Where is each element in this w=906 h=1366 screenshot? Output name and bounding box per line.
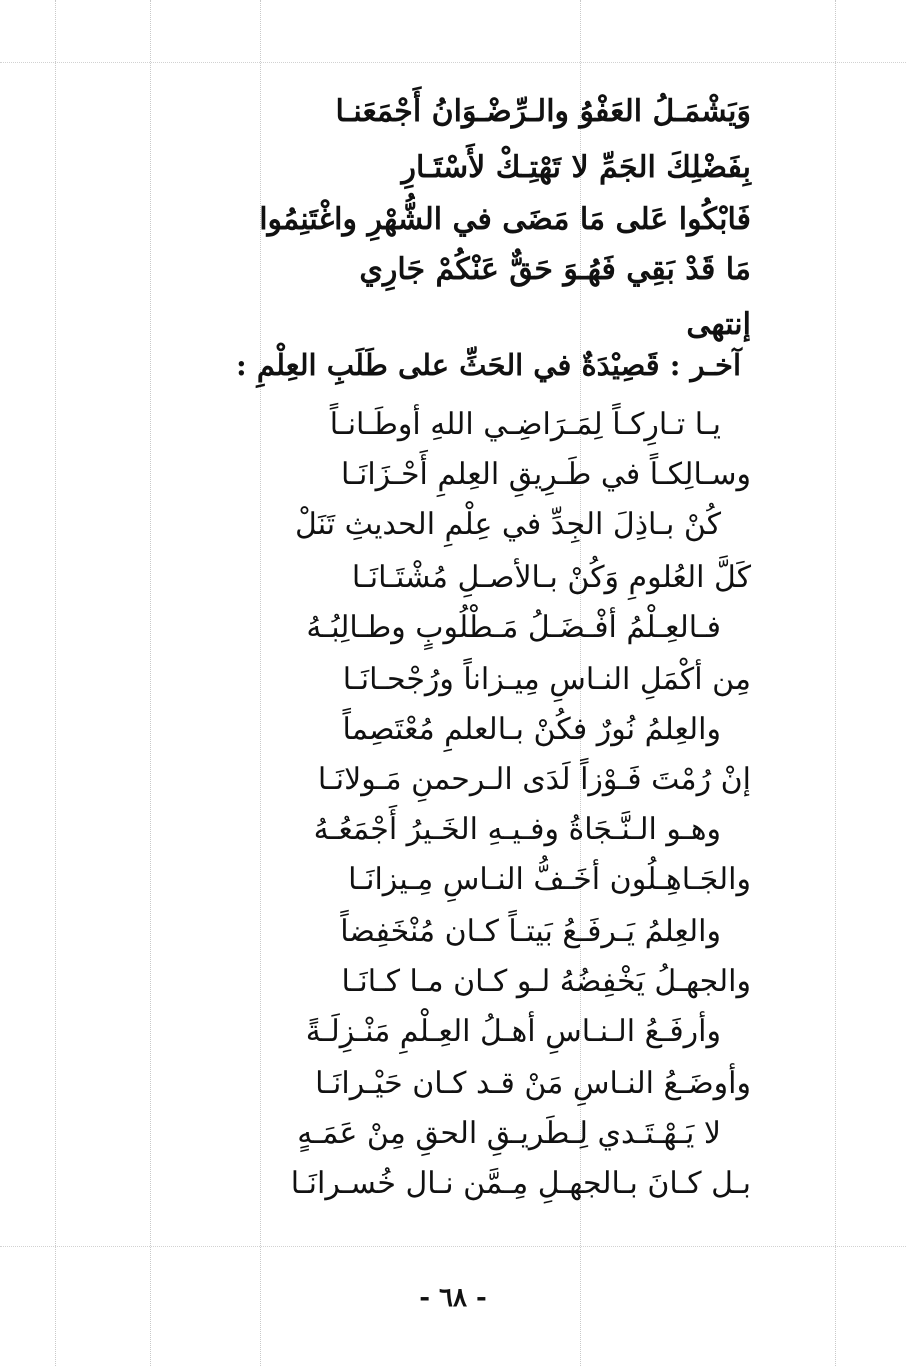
verse-line: يـا تـارِكـاً لِمَـرَاضِـي اللهِ أوطَـانـاً xyxy=(329,407,721,442)
verse-line: والجَـاهِـلُون أخَـفُّ النـاسِ مِـيزانَـا xyxy=(348,862,751,897)
verse-line: وأوضَـعُ النـاسِ مَنْ قـد كـان حَيْـرانَـا xyxy=(315,1066,751,1101)
verse-line: وهـو الـنَّـجَاةُ وفـيـهِ الخَـيرُ أَجْمَعُـهُ xyxy=(313,812,721,847)
poem-heading: آخـر : قَصِيْدَةٌ في الحَثِّ على طَلَبِ العِلْمِ : xyxy=(236,348,741,382)
verse-line: مَا قَدْ بَقِي فَهُـوَ حَقٌّ عَنْكُمْ جَارِي xyxy=(359,252,751,287)
verse-line: مِن أكْمَلِ النـاسِ مِيـزاناً ورُجْحـانَـا xyxy=(342,662,751,697)
verse-line: كُنْ بـاذِلَ الجِدِّ في عِلْمِ الحديثِ تَنَلْ xyxy=(294,507,721,542)
verse-line: والعِلمُ نُورٌ فكُنْ بـالعلمِ مُعْتَصِماً xyxy=(342,712,721,747)
verse-line: وَيَشْمَـلُ العَفْوُ والـرِّضْـوَانُ أَجْمَعَنـا xyxy=(335,94,751,129)
page-number: - ٦٨ - xyxy=(419,1283,487,1313)
verse-line: فـالعِـلْمُ أفْـضَـلُ مَـطْلُوبٍ وطـالِبُـهُ xyxy=(306,610,721,645)
verse-line: والعِلمُ يَـرفَـعُ بَيتـاً كـان مُنْخَفِضاً xyxy=(340,914,721,949)
verse-line: وسـالِكـاً في طَـرِيقِ العِلمِ أَحْـزَانَـا xyxy=(341,457,751,492)
verse-line: بِفَضْلِكَ الجَمِّ لا تَهْتِـكْ لأَسْتَـارِ xyxy=(401,150,751,185)
verse-line: فَابْكُوا عَلى مَا مَضَى في الشُّهْرِ واغْتَنِمُوا xyxy=(259,202,751,237)
verse-line: بـل كـانَ بـالجهـلِ مِـمَّن نـال خُسـرانَـا xyxy=(290,1166,751,1201)
verse-line: كَلَّ العُلومِ وَكُنْ بـالأصـلِ مُشْتَـانَـا xyxy=(351,560,751,595)
end-note: إنتهى xyxy=(686,307,751,342)
verse-line: وأرفَـعُ الـنـاسِ أهـلُ العِـلْمِ مَنْـزِلَـةً xyxy=(305,1014,721,1049)
verse-line: والجهـلُ يَخْفِضُهُ لـو كـان مـا كـانَـا xyxy=(341,964,751,999)
verse-line: إنْ رُمْتَ فَـوْزاً لَدَى الـرحمنِ مَـولانَـا xyxy=(317,762,751,797)
verse-line: لا يَـهْـتَـدي لِـطَريـقِ الحقِ مِنْ عَمَـهٍ xyxy=(297,1116,721,1151)
